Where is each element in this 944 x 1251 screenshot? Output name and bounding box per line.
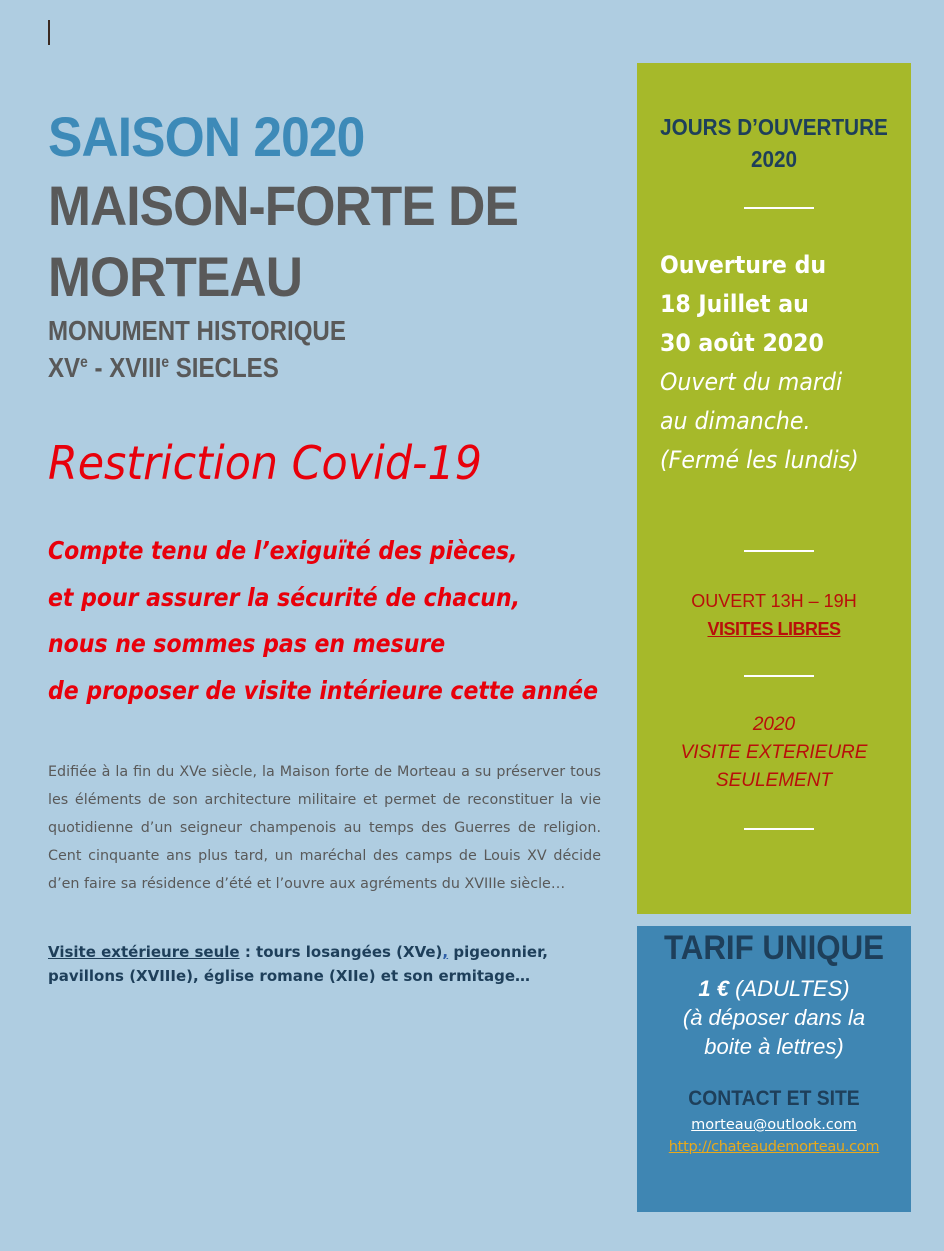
season-title: SAISON 2020	[48, 105, 365, 168]
main-title-line-2: MORTEAU	[48, 245, 303, 308]
title-block	[48, 104, 628, 386]
contact-title: CONTACT ET SITE	[688, 1087, 860, 1110]
website-link[interactable]: http://chateaudemorteau.com	[668, 1139, 880, 1155]
covid-notice-line: et pour assurer la sécurité de chacun,	[48, 582, 520, 612]
covid-notice-line: Compte tenu de l’exiguïté des pièces,	[48, 536, 518, 565]
centuries-subtitle: XVe - XVIIIe SIECLES	[48, 352, 279, 383]
separator-line	[744, 550, 814, 552]
separator-line	[744, 207, 814, 209]
opening-dates-line: 30 août 2020	[660, 329, 824, 357]
opening-days-heading: JOURS D’OUVERTURE 2020	[660, 114, 888, 172]
covid-notice	[48, 528, 673, 715]
opening-days-line: (Fermé les lundis)	[660, 446, 859, 474]
free-visits-label: VISITES LIBRES	[707, 619, 841, 639]
history-paragraph: Edifiée à la fin du XVe siècle, la Maison forte de Morteau a su préserver tous les éléments de son architecture militaire et permet de reconstituer la vie quotidienne d’un seigneur champenois au temps des Guerres de religion. Cent cinquante ans plus tard, un maréchal des camps de Louis XV décide d’en faire sa résidence d’été et l’ouvre aux agréments du XVIIIe siècle…	[48, 764, 601, 892]
email-link[interactable]: morteau@outlook.com	[691, 1117, 857, 1133]
pricing-detail: 1 € (ADULTES) (à déposer dans la boite à lettres)	[682, 976, 866, 1059]
covid-restriction-title: Restriction Covid-19	[48, 436, 482, 490]
opening-days-line: Ouvert du mardi	[660, 368, 843, 396]
exterior-only-notice: 2020 VISITE EXTERIEURE SEULEMENT	[680, 714, 868, 791]
separator-line	[744, 828, 814, 830]
price-note: (ADULTES)	[728, 976, 850, 1001]
text-cursor	[48, 20, 50, 45]
price-value: 1 €	[698, 976, 729, 1001]
opening-dates-line: Ouverture du	[660, 251, 827, 279]
opening-days-panel	[637, 63, 911, 914]
opening-dates-line: 18 Juillet au	[660, 290, 809, 318]
separator-line	[744, 675, 814, 677]
opening-hours	[637, 587, 911, 643]
pricing-contact-panel	[637, 926, 911, 1212]
opening-dates	[660, 246, 876, 480]
hours-text: OUVERT 13H – 19H	[691, 591, 857, 611]
revision-mark: ,	[442, 943, 449, 961]
pricing-title: TARIF UNIQUE	[663, 929, 885, 967]
covid-notice-line: de proposer de visite intérieure cette année	[48, 676, 598, 706]
main-title-line-1: MAISON-FORTE DE	[48, 174, 518, 237]
covid-notice-line: nous ne sommes pas en mesure	[48, 629, 446, 659]
exterior-visit-description: Visite extérieure seule : tours losangées (XVe), pigeonnier, pavillons (XVIIIe), église romane (XIIe) et son ermitage…	[48, 943, 548, 985]
monument-subtitle: MONUMENT HISTORIQUE	[48, 315, 346, 346]
opening-days-line: au dimanche.	[660, 407, 811, 435]
exterior-visit-label: Visite extérieure seule	[48, 943, 240, 961]
